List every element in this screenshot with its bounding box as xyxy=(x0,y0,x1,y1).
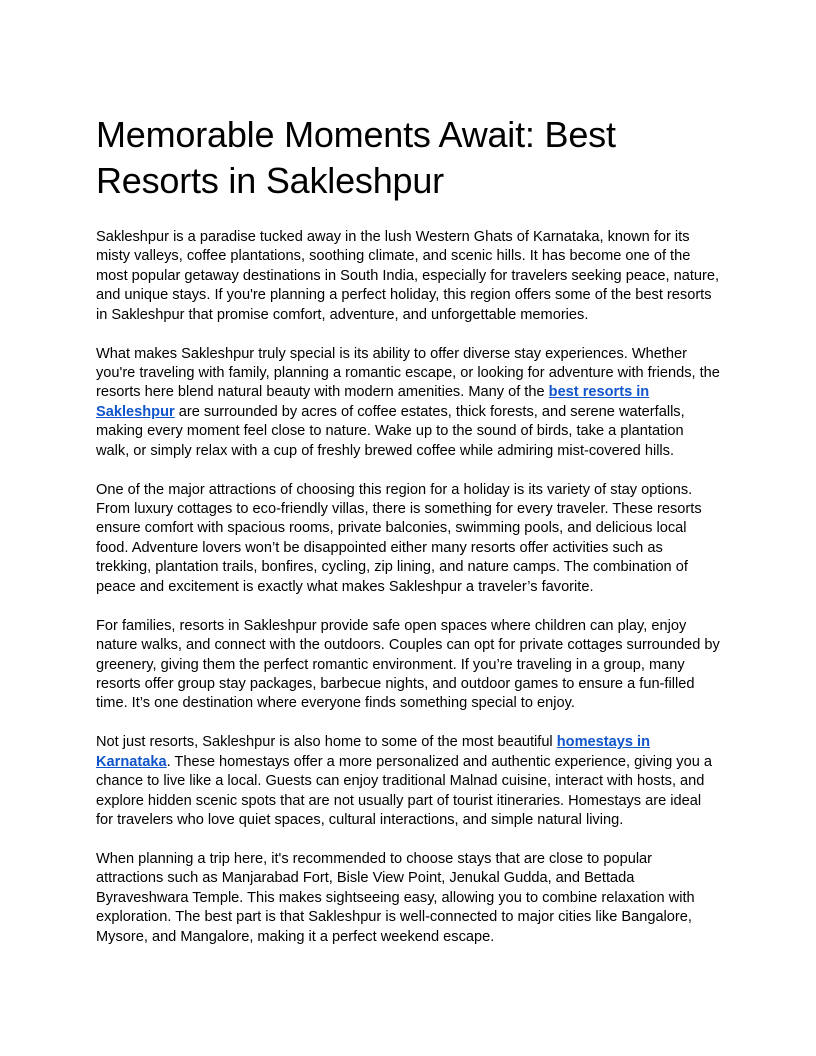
paragraph-homestays xyxy=(96,733,720,830)
paragraph-intro: Sakleshpur is a paradise tucked away in the lush Western Ghats of Karnataka, known for its misty valleys, coffee plantations, soothing climate, and scenic hills. It has become one of the most popular getaway destinations in South India, especially for travelers seeking peace, nature, and unique stays. If you're planning a perfect holiday, this region offers some of the best resorts in Sakleshpur that promise comfort, adventure, and unforgettable memories. xyxy=(96,229,720,323)
page-title: Memorable Moments Await: Best Resorts in Sakleshpur xyxy=(96,114,616,201)
paragraph-attractions: One of the major attractions of choosing this region for a holiday is its variety of stay options. From luxury cottages to eco-friendly villas, there is something for every traveler. These resorts ensure comfort with spacious rooms, private balconies, swimming pools, and delicious local food. Adventure lovers won’t be disappointed either many resorts offer activities such as trekking, plantation trails, bonfires, cycling, zip lining, and nature camps. The combination of peace and excitement is exactly what makes Sakleshpur a traveler’s favorite. xyxy=(96,481,702,595)
paragraph-text: What makes Sakleshpur truly special is its ability to offer diverse stay experiences. Whether you're traveling with family, planning a romantic escape, or looking for adventure with friends, the resorts here blend natural beauty with modern amenities. Many of the xyxy=(96,345,720,401)
paragraph-planning: When planning a trip here, it's recommended to choose stays that are close to popular attractions such as Manjarabad Fort, Bisle View Point, Jenukal Gudda, and Bettada Byraveshwara Temple. This makes sightseeing easy, allowing you to combine relaxation with exploration. The best part is that Sakleshpur is well-connected to major cities like Bangalore, Mysore, and Mangalore, making it a perfect weekend escape. xyxy=(96,850,695,945)
paragraph-families: For families, resorts in Sakleshpur provide safe open spaces where children can play, enjoy nature walks, and connect with the outdoors. Couples can opt for private cottages surrounded by greenery, giving them the perfect romantic environment. If you’re traveling in a group, many resorts offer group stay packages, barbecue nights, and outdoor games to ensure a fun-filled time. It’s one destination where everyone finds something special to enjoy. xyxy=(96,617,720,712)
article-body xyxy=(96,228,720,947)
paragraph-text: . These homestays offer a more personalized and authentic experience, giving you a chance to live like a local. Guests can enjoy traditional Malnad cuisine, interact with hosts, and explore hidden scenic spots that are not usually part of tourist itineraries. Homestays are ideal for travelers who love quiet spaces, cultural interactions, and simple natural living. xyxy=(96,753,713,828)
paragraph-text: are surrounded by acres of coffee estates, thick forests, and serene waterfalls, making every moment feel close to nature. Wake up to the sound of birds, take a plantation walk, or simply relax with a cup of freshly brewed coffee while admiring mist-covered hills. xyxy=(96,403,685,459)
best-resorts-link[interactable]: best resorts in Sakleshpur xyxy=(96,384,650,420)
paragraph-text: Not just resorts, Sakleshpur is also home to some of the most beautiful xyxy=(96,734,557,751)
homestays-link[interactable]: homestays in Karnataka xyxy=(96,734,651,770)
paragraph-special xyxy=(96,345,720,461)
document-page xyxy=(96,112,720,967)
